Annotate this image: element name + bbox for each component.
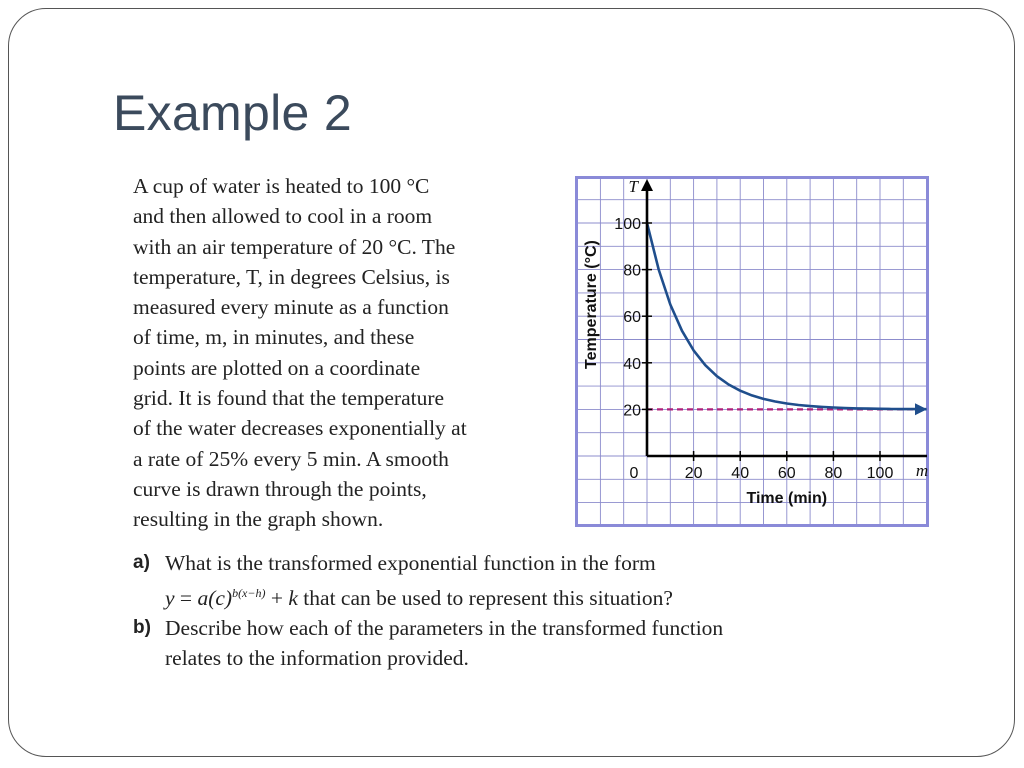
x-axis-label: Time (min) bbox=[746, 490, 828, 507]
slide-title: Example 2 bbox=[113, 85, 352, 141]
formula-rest: that can be used to represent this situation? bbox=[297, 586, 673, 610]
chart-svg bbox=[575, 176, 929, 527]
x-tick-label: 80 bbox=[824, 465, 843, 482]
y-tick-label: 60 bbox=[623, 309, 641, 327]
question-b bbox=[133, 613, 913, 673]
question-a-line1: What is the transformed exponential function in the form bbox=[165, 551, 656, 575]
question-b-line1: Describe how each of the parameters in the transformed function bbox=[165, 616, 724, 640]
problem-line: grid. It is found that the temperature bbox=[133, 386, 445, 411]
x-tick-label: 20 bbox=[684, 465, 703, 482]
formula-c: (c) bbox=[208, 586, 233, 610]
problem-line: with an air temperature of 20 °C. The bbox=[133, 234, 456, 259]
x-tick-label: 40 bbox=[731, 465, 750, 482]
formula-y: y bbox=[165, 586, 175, 610]
y-tick-label: 40 bbox=[623, 355, 641, 373]
problem-line: and then allowed to cool in a room bbox=[133, 204, 433, 229]
temperature-chart bbox=[575, 176, 929, 527]
x-tick-label: 100 bbox=[866, 465, 894, 482]
problem-line: points are plotted on a coordinate bbox=[133, 355, 421, 380]
question-b-line2: relates to the information provided. bbox=[165, 646, 469, 670]
problem-line: of the water decreases exponentially at bbox=[133, 416, 467, 441]
y-axis-variable: T bbox=[628, 177, 638, 196]
problem-line: a rate of 25% every 5 min. A smooth bbox=[133, 446, 449, 471]
formula-eq: = bbox=[174, 586, 198, 610]
question-label: b) bbox=[133, 617, 151, 638]
y-tick-label: 80 bbox=[623, 262, 641, 280]
x-tick-label: 60 bbox=[777, 465, 796, 482]
x-tick-label: 0 bbox=[629, 465, 639, 482]
problem-line: resulting in the graph shown. bbox=[133, 507, 384, 532]
formula-exponent: b(x−h) bbox=[232, 586, 266, 600]
problem-line: of time, m, in minutes, and these bbox=[133, 325, 415, 350]
x-axis-variable: m bbox=[915, 461, 929, 480]
question-a-formula bbox=[165, 578, 913, 613]
problem-line: measured every minute as a function bbox=[133, 295, 449, 320]
y-tick-label: 100 bbox=[614, 216, 641, 233]
questions bbox=[133, 548, 913, 673]
problem-line: temperature, T, in degrees Celsius, is bbox=[133, 264, 450, 289]
question-label: a) bbox=[133, 552, 150, 573]
curve-arrow-icon bbox=[915, 403, 927, 415]
y-tick-label: 20 bbox=[623, 402, 641, 420]
problem-line: curve is drawn through the points, bbox=[133, 476, 427, 501]
formula-a: a bbox=[197, 586, 209, 610]
y-axis-arrow-icon bbox=[641, 179, 653, 191]
formula-plus: + bbox=[265, 586, 289, 610]
problem-text bbox=[133, 171, 573, 535]
formula-k: k bbox=[288, 586, 298, 610]
y-axis-label: Temperature (°C) bbox=[583, 240, 600, 369]
question-a bbox=[133, 548, 913, 613]
problem-line: A cup of water is heated to 100 °C bbox=[133, 174, 430, 198]
